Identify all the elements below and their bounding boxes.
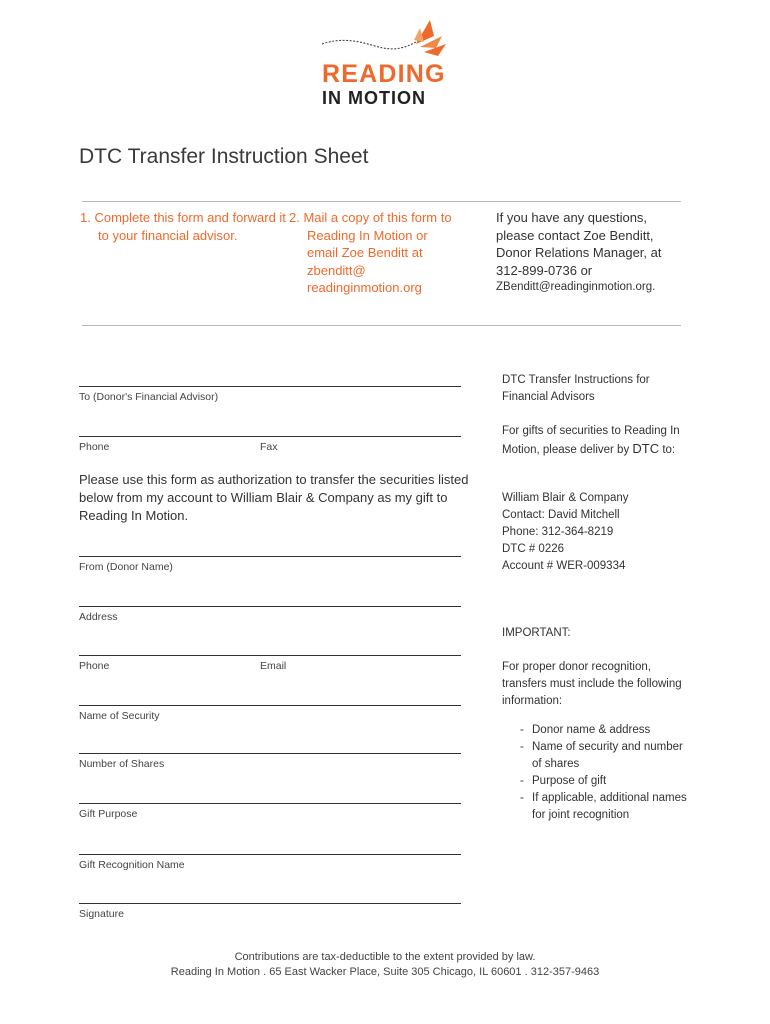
to-field-label: To (Donor's Financial Advisor) — [79, 391, 219, 403]
step-2-line: email Zoe Benditt at — [307, 245, 423, 260]
security-field-line[interactable] — [79, 705, 461, 706]
step-2-line: Reading In Motion or — [307, 227, 428, 243]
security-field-label: Name of Security — [79, 710, 160, 722]
logo-mark — [320, 14, 450, 60]
broker-details — [502, 490, 692, 575]
contact-line: Donor Relations Manager, at — [496, 245, 662, 260]
authorization-text: Please use this form as authorization to transfer the securities listed below from my account to William Blair & Company as my gift to Reading In Motion. — [79, 472, 469, 523]
broker-line: Account # WER-009334 — [502, 560, 626, 572]
step-1-instruction: 1. Complete this form and forward it to your financial advisor. — [80, 210, 286, 243]
page-title: DTC Transfer Instruction Sheet — [79, 145, 369, 168]
phone-field-label: Phone — [79, 441, 110, 453]
purpose-field-line[interactable] — [79, 803, 461, 804]
signature-field-line[interactable] — [79, 903, 461, 904]
contact-line: 312-899-0736 or — [496, 262, 593, 278]
step-2-instruction — [289, 209, 479, 297]
sidebar-heading: DTC Transfer Instructions for Financial Advisors — [502, 374, 650, 403]
top-divider — [82, 201, 681, 202]
contact-line: If you have any questions, — [496, 210, 648, 225]
address-field-line[interactable] — [79, 606, 461, 607]
contact-line: please contact Zoe Benditt, — [496, 227, 654, 243]
shares-field-label: Number of Shares — [79, 758, 165, 770]
recognition-field-line[interactable] — [79, 854, 461, 855]
list-item: - Name of security and number of shares — [520, 741, 683, 770]
step-2-line: zbenditt@ — [307, 262, 366, 278]
list-item: - If applicable, additional names for joint recognition — [520, 792, 687, 821]
address-field-label: Address — [79, 611, 118, 623]
broker-line: DTC # 0226 — [502, 543, 565, 555]
contact-email-link[interactable]: ZBenditt@readinginmotion.org. — [496, 281, 656, 293]
bird-in-flight-logo-icon — [320, 14, 450, 60]
purpose-field-label: Gift Purpose — [79, 808, 138, 820]
broker-line: Contact: David Mitchell — [502, 509, 620, 521]
list-item: - Purpose of gift — [520, 775, 607, 787]
fax-field-label: Fax — [260, 441, 278, 453]
step-2-line: readinginmotion.org — [307, 280, 422, 295]
phone-fax-field-line[interactable] — [79, 436, 461, 437]
broker-line: William Blair & Company — [502, 492, 629, 504]
phone-2-field-label: Phone — [79, 660, 110, 672]
email-field-label: Email — [260, 660, 287, 672]
from-field-line[interactable] — [79, 556, 461, 557]
from-field-label: From (Donor Name) — [79, 561, 173, 573]
important-label: IMPORTANT: — [502, 627, 571, 639]
to-field-line[interactable] — [79, 386, 461, 387]
middle-divider — [82, 325, 681, 326]
sidebar-intro-dtc: DTC — [632, 441, 660, 456]
step-2-line: 2. Mail a copy of this form to — [289, 210, 452, 225]
list-item: - Donor name & address — [520, 724, 651, 736]
sidebar-intro-prefix: For gifts of securities to Reading In Motion, please deliver by — [502, 425, 680, 456]
broker-line: Phone: 312-364-8219 — [502, 526, 614, 538]
sidebar-intro-suffix: to: — [662, 444, 676, 456]
footer-tax-note: Contributions are tax-deductible to the extent provided by law. — [234, 951, 536, 963]
footer-address: Reading In Motion . 65 East Wacker Place, Suite 305 Chicago, IL 60601 . 312-357-9463 — [170, 966, 600, 978]
sidebar-intro — [502, 423, 692, 459]
recognition-field-label: Gift Recognition Name — [79, 859, 185, 871]
logo-wordmark-reading: READING — [322, 60, 446, 88]
shares-field-line[interactable] — [79, 753, 461, 754]
phone-email-field-line[interactable] — [79, 655, 461, 656]
signature-field-label: Signature — [79, 908, 124, 920]
recognition-text: For proper donor recognition, transfers must include the following information: — [502, 661, 682, 707]
requirements-list — [502, 722, 692, 824]
contact-info — [496, 209, 686, 297]
logo-wordmark-in-motion: IN MOTION — [322, 88, 426, 108]
